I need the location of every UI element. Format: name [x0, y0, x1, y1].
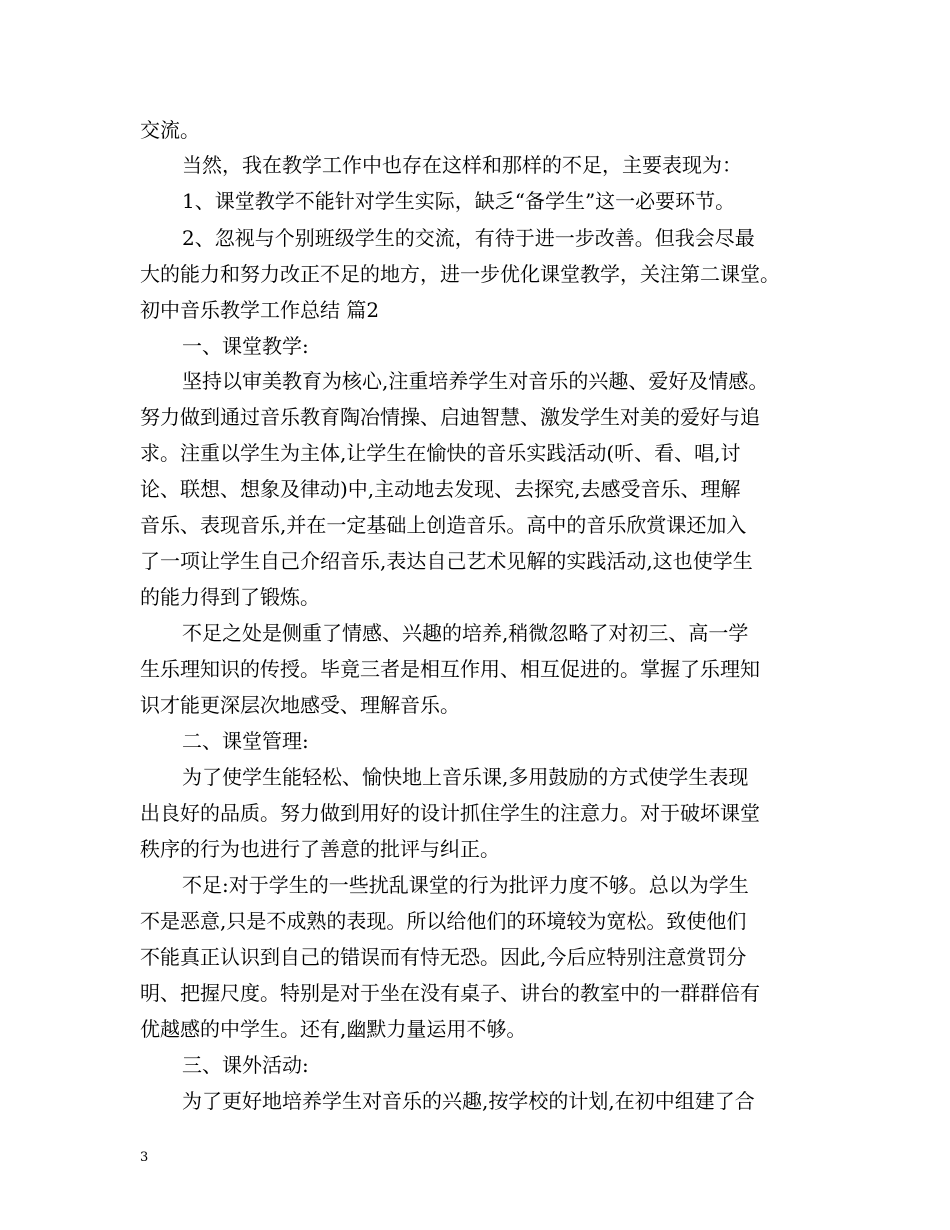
text-line: 求。注重以学生为主体,让学生在愉快的音乐实践活动(听、看、唱,讨 [140, 441, 741, 465]
text-line: 不能真正认识到自己的错误而有恃无恐。因此,今后应特别注意赏罚分 [140, 945, 747, 969]
text-line: 为了更好地培养学生对音乐的兴趣,按学校的计划,在初中组建了合 [182, 1089, 755, 1113]
text-line: 音乐、表现音乐,并在一定基础上创造音乐。高中的音乐欣赏课还加入 [140, 513, 747, 537]
text-line: 生乐理知识的传授。毕竟三者是相互作用、相互促进的。掌握了乐理知 [140, 657, 760, 681]
text-line: 优越感的中学生。还有,幽默力量运用不够。 [140, 1017, 527, 1041]
text-line: 论、联想、想象及律动)中,主动地去发现、去探究,去感受音乐、理解 [140, 477, 741, 501]
text-line: 1、课堂教学不能针对学生实际，缺乏“备学生”这一必要环节。 [182, 189, 736, 213]
subheading: 一、课堂教学: [182, 334, 309, 358]
text-line: 的能力得到了锻炼。 [140, 585, 320, 609]
text-line: 识才能更深层次地感受、理解音乐。 [140, 693, 460, 717]
text-line: 了一项让学生自己介绍音乐,表达自己艺术见解的实践活动,这也使学生 [140, 549, 753, 573]
text-line: 交流。 [140, 118, 200, 142]
text-line: 不足:对于学生的一些扰乱课堂的行为批评力度不够。总以为学生 [182, 873, 749, 897]
text-line: 明、把握尺度。特别是对于坐在没有桌子、讲台的教室中的一群群倍有 [140, 981, 760, 1005]
text-line: 不足之处是侧重了情感、兴趣的培养,稍微忽略了对初三、高一学 [182, 621, 749, 645]
text-line: 2、忽视与个别班级学生的交流，有待于进一步改善。但我会尽最 [182, 226, 755, 250]
text-line: 坚持以审美教育为核心,注重培养学生对音乐的兴趣、爱好及情感。 [182, 369, 769, 393]
text-line: 努力做到通过音乐教育陶冶情操、启迪智慧、激发学生对美的爱好与追 [140, 405, 760, 429]
text-line: 为了使学生能轻松、愉快地上音乐课,多用鼓励的方式使学生表现 [182, 765, 749, 789]
text-line: 出良好的品质。努力做到用好的设计抓住学生的注意力。对于破坏课堂 [140, 801, 760, 825]
text-line: 当然，我在教学工作中也存在这样和那样的不足，主要表现为： [182, 153, 742, 177]
section-heading: 初中音乐教学工作总结 篇2 [140, 298, 380, 322]
text-line: 秩序的行为也进行了善意的批评与纠正。 [140, 837, 500, 861]
text-line: 不是恶意,只是不成熟的表现。所以给他们的环境较为宽松。致使他们 [140, 909, 747, 933]
subheading: 二、课堂管理: [182, 729, 309, 753]
subheading: 三、课外活动: [182, 1053, 309, 1077]
text-line: 大的能力和努力改正不足的地方，进一步优化课堂教学，关注第二课堂。 [140, 262, 780, 286]
page-number: 3 [140, 1150, 149, 1165]
